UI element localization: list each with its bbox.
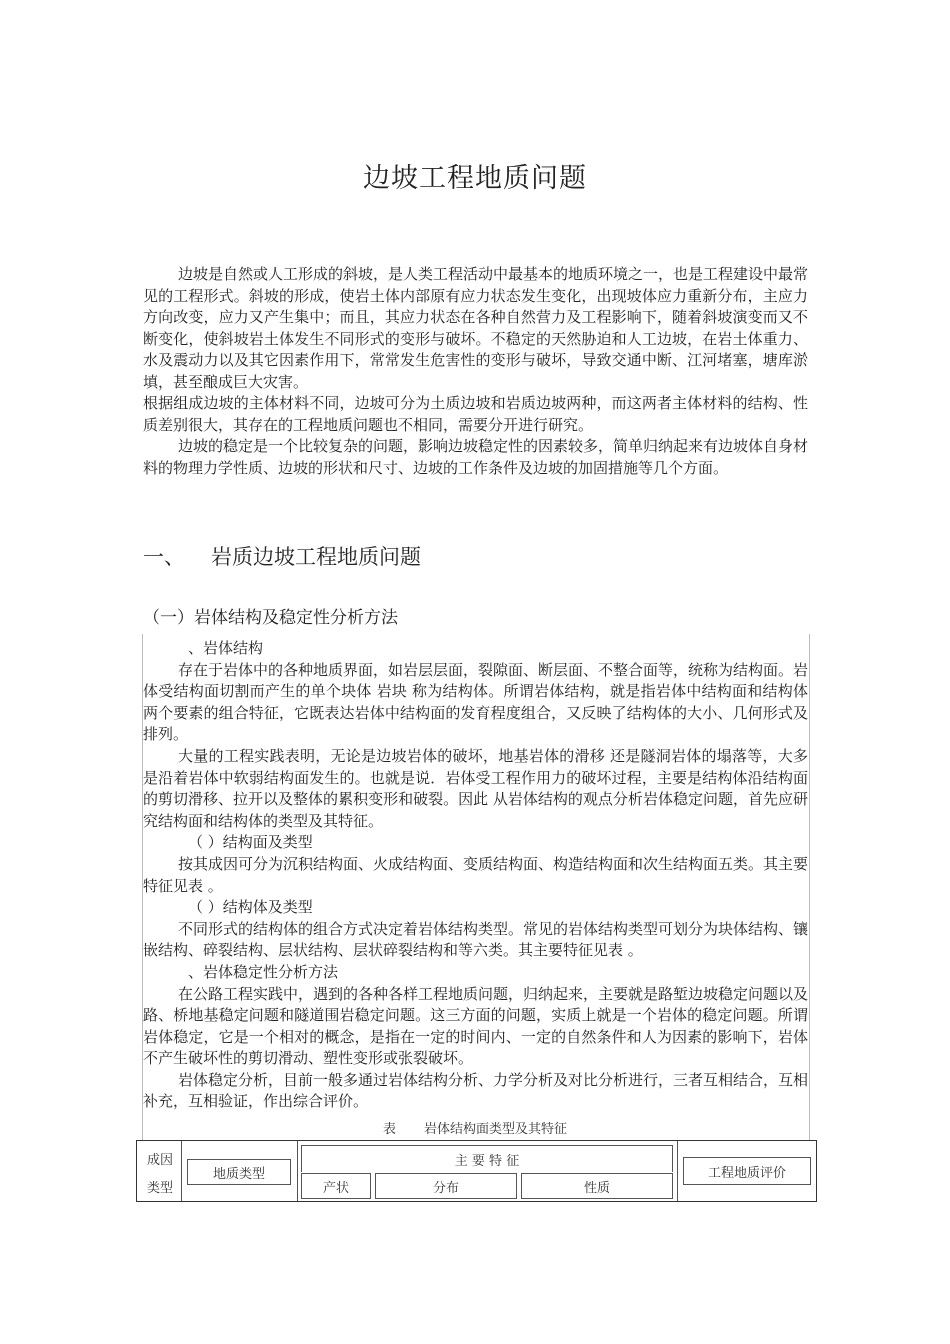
sub-heading-stability-method: 、岩体稳定性分析方法 (188, 962, 339, 981)
sub-heading-structural-plane: （ ）结构面及类型 (188, 833, 313, 852)
body-paragraph-3: 按其成因可分为沉积结构面、火成结构面、变质结构面、构造结构面和次生结构面五类。其主要特征见表 。 (143, 854, 809, 895)
body-paragraph-2: 大量的工程实践表明，无论是边坡岩体的破坏，地基岩体的滑移 还是隧洞岩体的塌落等，大多是沿着岩体中软弱结构面发生的。也就是说．岩体受工程作用力的破坏过程，主要是结构体沿结构面的剪切滑移、拉开以及整体的累积变形和破裂。因此 从岩体结构的观点分析岩体稳定问题，首先应研究结构面和结构体的类型及其特征。 (143, 746, 808, 830)
table-header-attitude: 产状 (301, 1173, 371, 1199)
table-divider (677, 1141, 678, 1201)
intro-paragraph-2: 根据组成边坡的主体材料不同，边坡可分为土质边坡和岩质边坡两种，而这两者主体材料的结构、性质差别很大，其存在的工程地质问题也不相同，需要分开进行研究。 (143, 394, 808, 434)
table-divider (181, 1141, 182, 1201)
table-caption-prefix: 表 (382, 1122, 396, 1137)
document-title: 边坡工程地质问题 (363, 163, 587, 194)
intro-paragraph-1: 边坡是自然或人工形成的斜坡，是人类工程活动中最基本的地质环境之一，也是工程建设中最常见的工程形式。斜坡的形成，使岩土体内部原有应力状态发生变化，出现坡体应力重新分布，主应力方向改变，应力又产生集中；而且，其应力状态在各种自然营力及工程影响下，随着斜坡演变而又不断变化，使斜坡岩土体发生不同形式的变形与破坏。不稳定的天然胁迫和人工边坡，在岩土体重力、水及震动力以及其它因素作用下，常常发生危害性的变形与破坏，导致交通中断、江河堵塞，塘库淤填，甚至酿成巨大灾害。 (143, 265, 809, 391)
sub-heading-structural-body: （ ）结构体及类型 (188, 898, 313, 917)
body-paragraph-1: 存在于岩体中的各种地质界面，如岩层层面，裂隙面、断层面、不整合面等，统称为结构面。岩体受结构面切割而产生的单个块体 岩块 称为结构体。所谓岩体结构，就是指岩体中结构面和结构体两个要素的组合特征，它既表达岩体中结构面的发育程度组合，又反映了结构体的大小、几何形式及排列。 (143, 660, 809, 744)
body-paragraph-4: 不同形式的结构体的组合方式决定着岩体结构类型。常见的岩体结构类型可划分为块体结构、镶嵌结构、碎裂结构、层状结构、层状碎裂结构和等六类。其主要特征见表 。 (143, 919, 809, 960)
section-label: 岩质边坡工程地质问题 (211, 545, 421, 569)
section-number: 一、 (143, 545, 185, 569)
subsection-heading: （一）岩体结构及稳定性分析方法 (143, 608, 398, 628)
table-caption (0, 1118, 950, 1137)
table-header-geo-type: 地质类型 (187, 1159, 291, 1185)
sub-heading-rock-structure: 、岩体结构 (188, 639, 264, 657)
body-paragraph-6: 岩体稳定分析，目前一般多通过岩体结构分析、力学分析及对比分析进行，三者互相结合，互相补充，互相验证，作出综合评价。 (143, 1070, 809, 1111)
body-paragraph-5: 在公路工程实践中，遇到的各种各样工程地质问题，归纳起来，主要就是路堑边坡稳定问题以及路、桥地基稳定问题和隧道围岩稳定问题。这三方面的问题，实质上就是一个岩体的稳定问题。所谓岩体稳定，它是一个相对的概念，是指在一定的时间内、一定的自然条件和人为因素的影响下，岩体不产生破坏性的剪切滑动、塑性变形或张裂破坏。 (143, 984, 809, 1068)
table-header-distribution: 分布 (375, 1173, 517, 1199)
table-header-main-features: 主 要 特 征 (301, 1145, 673, 1172)
structure-table (136, 1140, 817, 1202)
table-header-eval: 工程地质评价 (683, 1157, 811, 1185)
intro-paragraph-3: 边坡的稳定是一个比较复杂的问题，影响边坡稳定性的因素较多，简单归纳起来有边坡体自身材料的物理力学性质、边坡的形状和尺寸、边坡的工作条件及边坡的加固措施等几个方面。 (143, 437, 809, 477)
table-caption-text: 岩体结构面类型及其特征 (424, 1122, 568, 1137)
section-heading-1 (143, 541, 421, 571)
table-header-origin-1: 成因 (146, 1153, 173, 1168)
table-header-nature: 性质 (521, 1173, 673, 1199)
section-body (143, 638, 808, 1113)
right-margin-rule (809, 634, 810, 1140)
table-divider (297, 1141, 298, 1201)
table-header-origin-2: 类型 (146, 1181, 173, 1196)
